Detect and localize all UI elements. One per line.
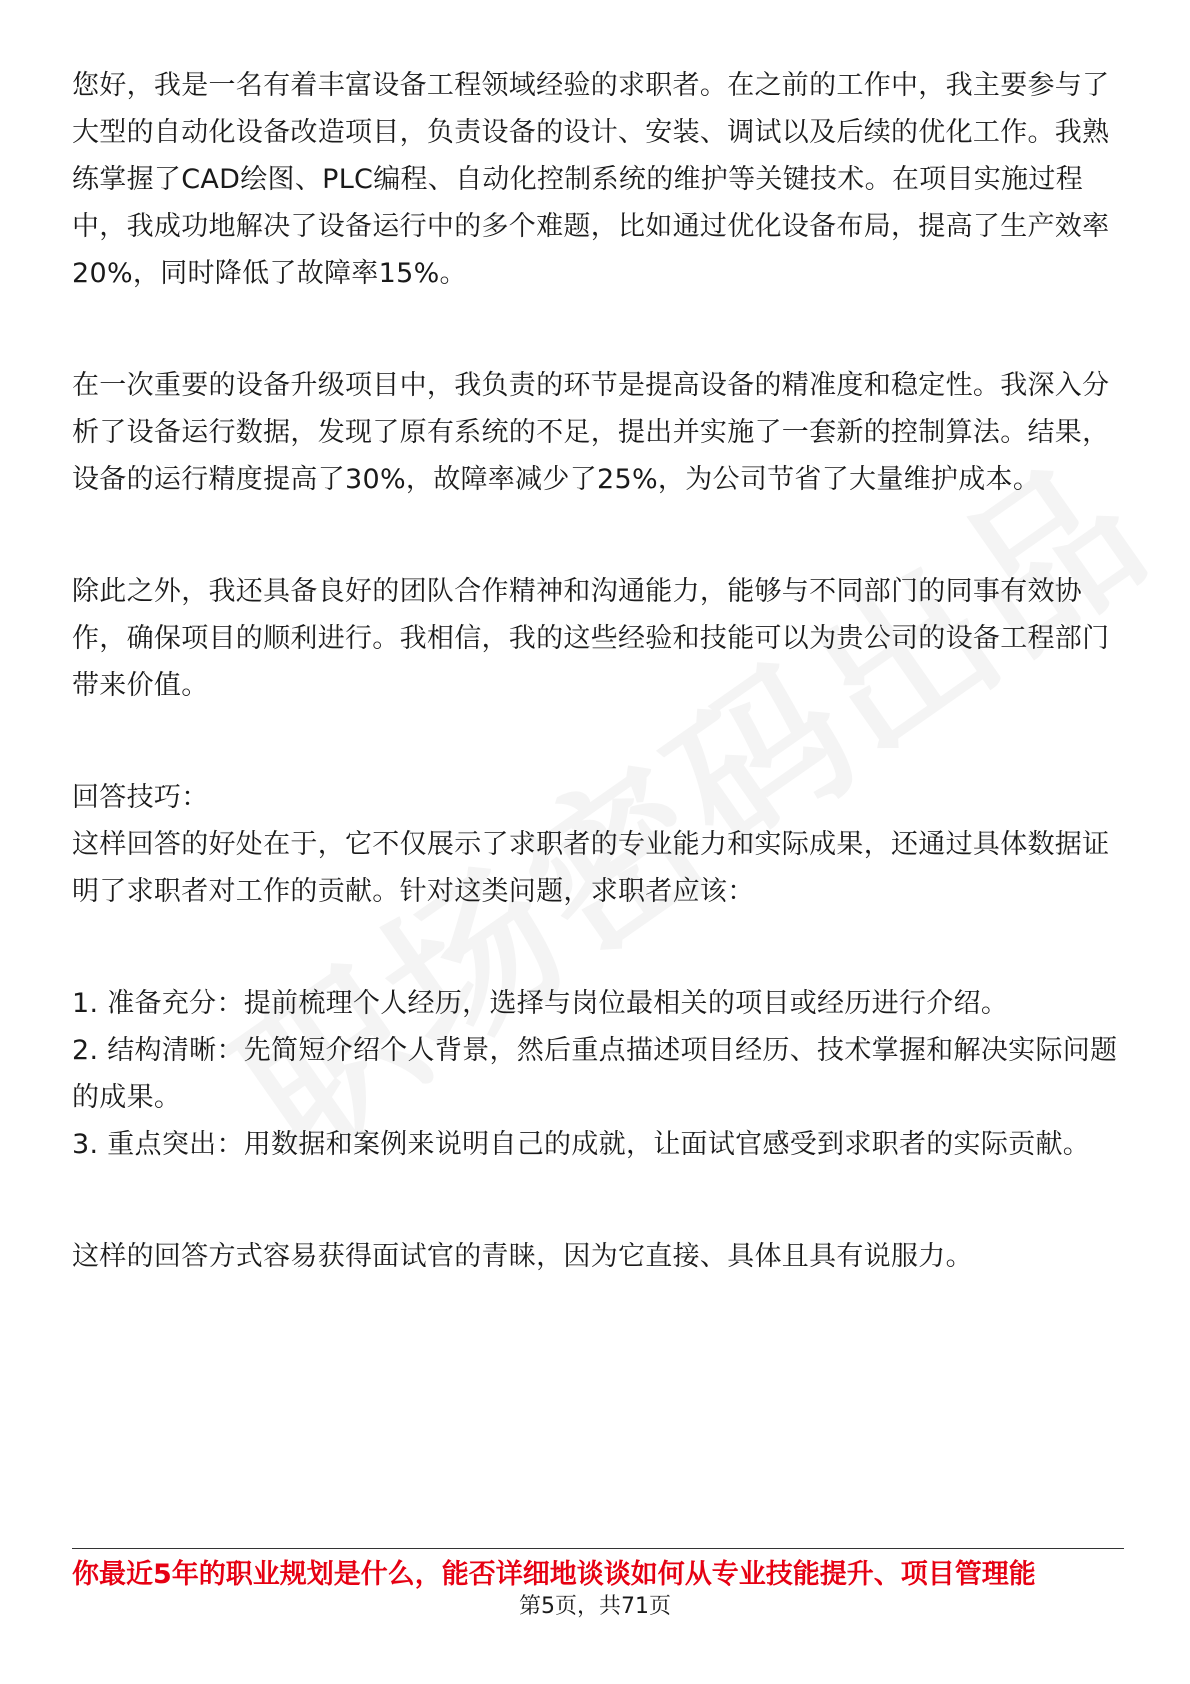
divider: [72, 1548, 1124, 1549]
tips-list-item: 2. 结构清晰：先简短介绍个人背景，然后重点描述项目经历、技术掌握和解决实际问题的成果。: [72, 1035, 1118, 1113]
next-question-heading: 你最近5年的职业规划是什么，能否详细地谈谈如何从专业技能提升、项目管理能: [72, 1559, 1036, 1590]
tips-list: [72, 980, 1124, 1168]
tips-list-item: 1. 准备充分：提前梳理个人经历，选择与岗位最相关的项目或经历进行介绍。: [72, 988, 1009, 1019]
tips-list-item: 3. 重点突出：用数据和案例来说明自己的成就，让面试官感受到求职者的实际贡献。: [72, 1129, 1091, 1160]
page-number: 第5页，共71页: [519, 1594, 671, 1619]
answer-paragraph-1: 您好，我是一名有着丰富设备工程领域经验的求职者。在之前的工作中，我主要参与了大型的自动化设备改造项目，负责设备的设计、安装、调试以及后续的优化工作。我熟练掌握了CAD绘图、PLC编程、自动化控制系统的维护等关键技术。在项目实施过程中，我成功地解决了设备运行中的多个难题，比如通过优化设备布局，提高了生产效率20%，同时降低了故障率15%。: [72, 70, 1110, 289]
answer-paragraph-3: 除此之外，我还具备良好的团队合作精神和沟通能力，能够与不同部门的同事有效协作，确保项目的顺利进行。我相信，我的这些经验和技能可以为贵公司的设备工程部门带来价值。: [72, 576, 1110, 701]
answer-paragraph-2: 在一次重要的设备升级项目中，我负责的环节是提高设备的精准度和稳定性。我深入分析了设备运行数据，发现了原有系统的不足，提出并实施了一套新的控制算法。结果，设备的运行精度提高了30%，故障率减少了25%，为公司节省了大量维护成本。: [72, 370, 1110, 495]
tips-conclusion: 这样的回答方式容易获得面试官的青睐，因为它直接、具体且具有说服力。: [72, 1241, 973, 1272]
document-body: [72, 62, 1124, 1280]
tips-intro: 这样回答的好处在于，它不仅展示了求职者的专业能力和实际成果，还通过具体数据证明了求职者对工作的贡献。针对这类问题，求职者应该：: [72, 829, 1110, 907]
tips-title: 回答技巧：: [72, 782, 209, 813]
